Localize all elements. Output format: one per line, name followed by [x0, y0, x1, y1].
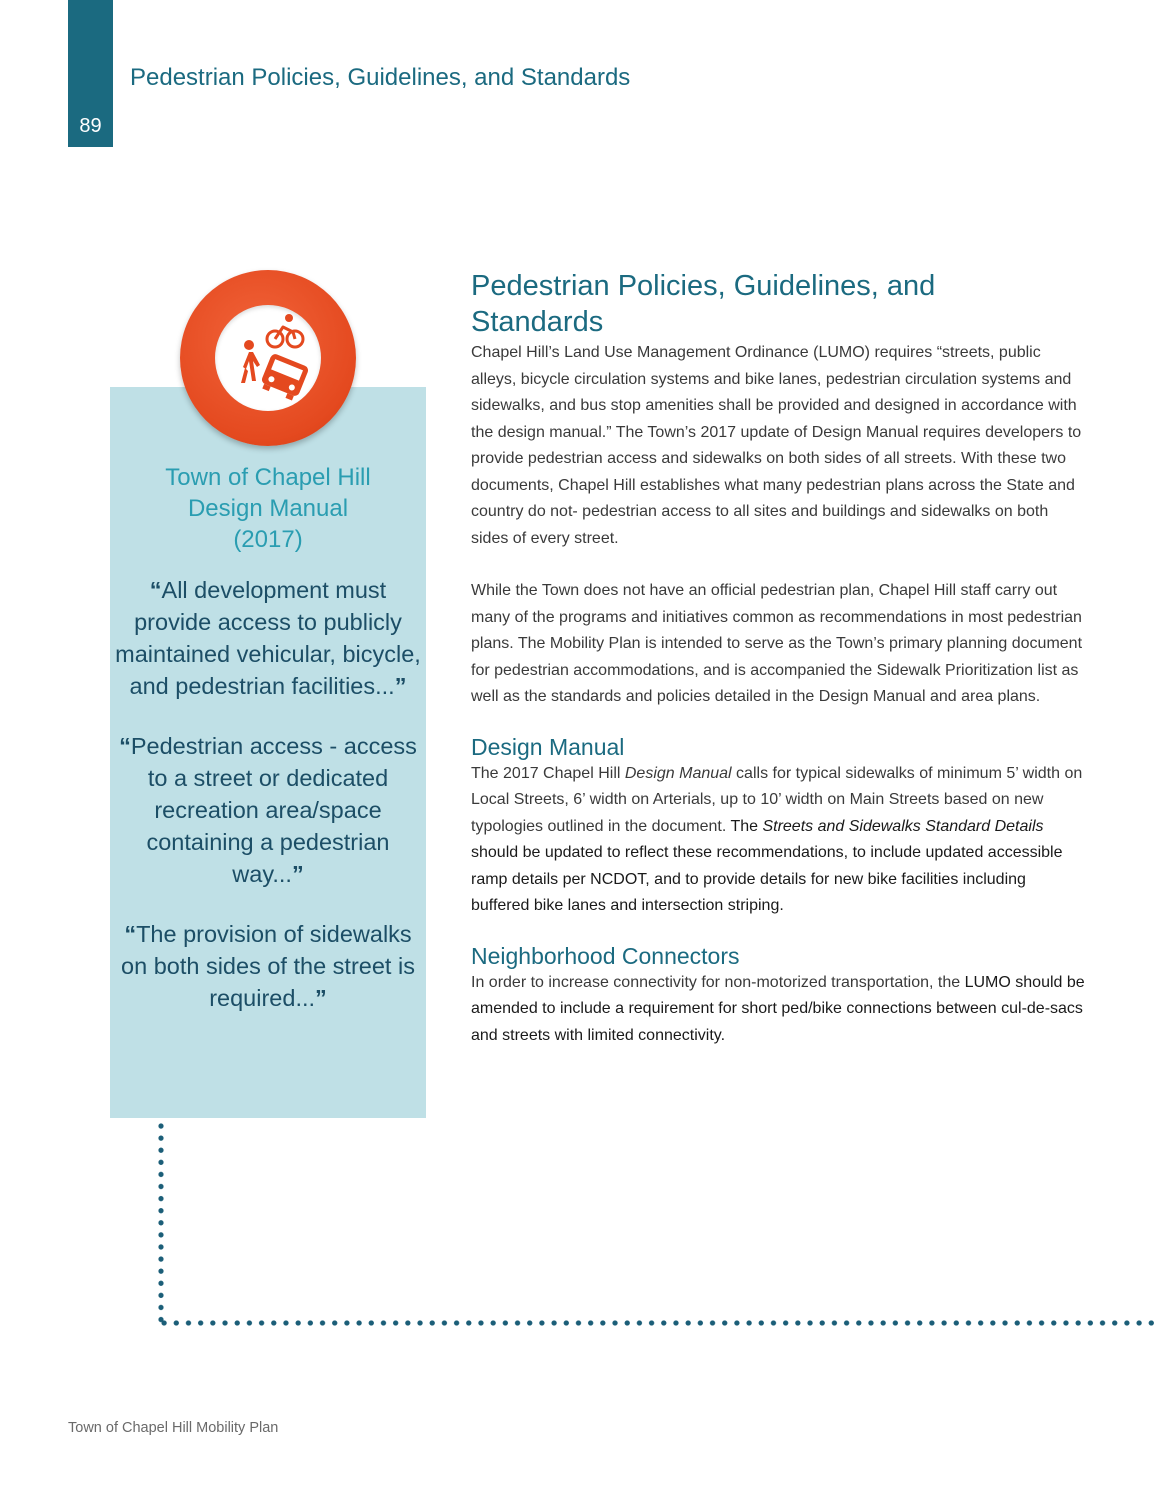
- running-header: Pedestrian Policies, Guidelines, and Standards: [130, 64, 631, 91]
- dotted-divider-vertical: [158, 1120, 164, 1326]
- section-heading-line1: Pedestrian Policies, Guidelines, and: [471, 270, 936, 302]
- badge: [180, 270, 356, 446]
- sidebar-title-line2: Design Manual: [187, 495, 349, 522]
- quote-2: “Pedestrian access - access to a street or dedicated recreation area/space containing a pedestrian way...”: [119, 733, 417, 887]
- neighborhood-connectors-heading: Neighborhood Connectors: [471, 942, 740, 969]
- quote-1: “All development must provide access to publicly maintained vehicular, bicycle, and pedestrian facilities...”: [115, 577, 421, 699]
- neighborhood-connectors-paragraph: In order to increase connectivity for non-motorized transportation, the LUMO should be amended to include a requirement for short ped/bike connections between cul-de-sacs and streets with limited connectivity.: [471, 973, 1085, 1044]
- page-footer: Town of Chapel Hill Mobility Plan: [68, 1420, 279, 1436]
- sidebar-title: [110, 462, 426, 555]
- sidebar-title-line1: Town of Chapel Hill: [165, 464, 371, 491]
- main-content: [471, 268, 1086, 1049]
- design-manual-paragraph: The 2017 Chapel Hill Design Manual calls for typical sidewalks of minimum 5’ width on Local Streets, 6’ width on Arterials, up to 10’ width on Main Streets based on new typologies outlined in the document. The Streets and Sidewalks Standard Details should be updated to reflect these recommendations, to include updated accessible ramp details per NCDOT, and to provide details for new bike facilities including buffered bike lanes and intersection striping.: [471, 764, 1083, 914]
- second-paragraph: While the Town does not have an official pedestrian plan, Chapel Hill staff carry out many of the programs and initiatives common as recommendations in most pedestrian plans. The Mobility Plan is intended to serve as the Town’s primary planning document for pedestrian accommodations, and is accompanied the Sidewalk Prioritization list as well as the standards and policies detailed in the Design Manual and area plans.: [471, 582, 1083, 705]
- design-manual-heading: Design Manual: [471, 733, 625, 760]
- pedestrian-bike-bus-icon: [215, 305, 321, 411]
- section-heading: [471, 268, 1086, 340]
- quotes: [110, 574, 426, 1042]
- page-number: 89: [79, 115, 102, 137]
- sidebar-title-line3: (2017): [233, 526, 303, 553]
- intro-paragraph: Chapel Hill’s Land Use Management Ordinance (LUMO) requires “streets, public alleys, bicycle circulation systems and bike lanes, pedestrian circulation systems and sidewalks, and bus stop amenities shall be provided and designed in accordance with the design manual.” The Town’s 2017 update of Design Manual requires developers to provide pedestrian access and sidewalks on both sides of all streets. With these two documents, Chapel Hill establishes what many pedestrian plans across the State and country do not- pedestrian access to all sites and buildings and sidewalks on both sides of every street.: [471, 344, 1082, 547]
- dotted-divider-horizontal: [158, 1318, 1156, 1328]
- quote-3: “The provision of sidewalks on both sides of the street is required...”: [121, 921, 415, 1011]
- section-heading-line2: Standards: [471, 306, 604, 338]
- page-tab: [68, 0, 113, 147]
